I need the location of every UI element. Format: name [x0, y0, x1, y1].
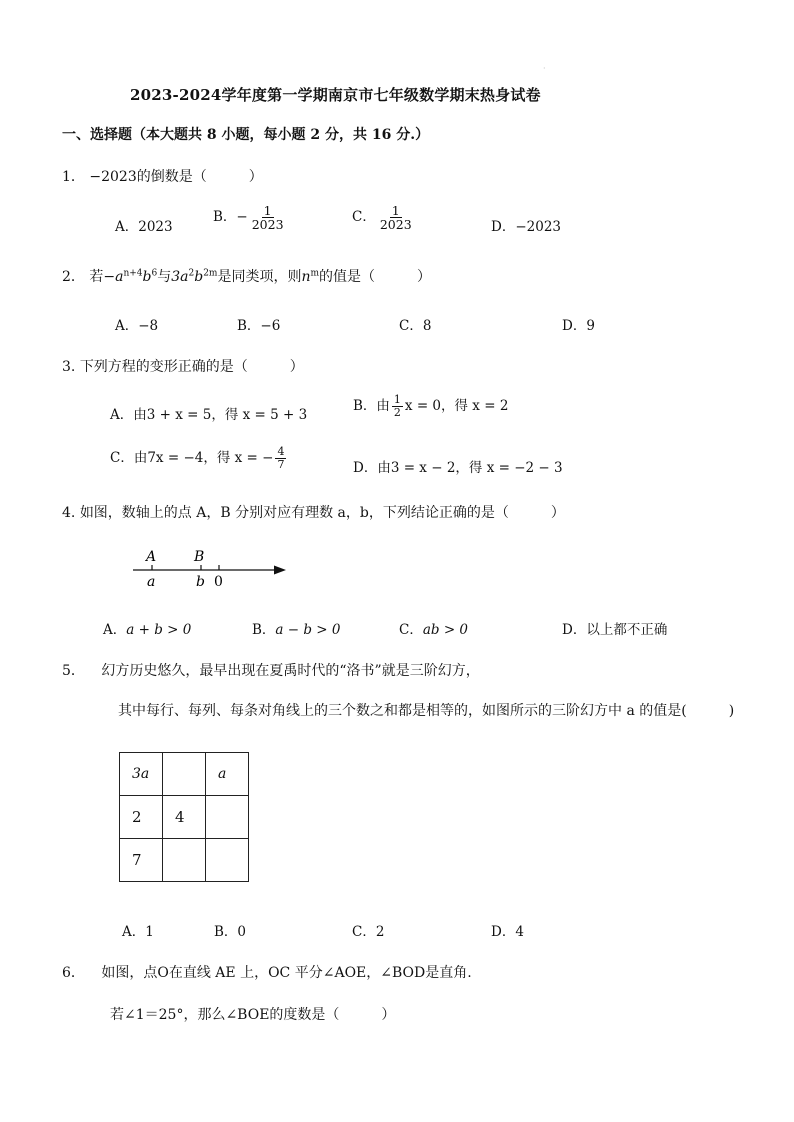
question-4	[62, 502, 565, 522]
option-label: C．	[399, 318, 423, 334]
option-text: −2023	[515, 219, 561, 235]
q5-option-a[interactable]	[122, 920, 154, 940]
option-label: B．	[353, 398, 377, 414]
q2-stem-mid2: 是同类项，则	[217, 269, 302, 285]
option-label: B．	[213, 209, 237, 226]
q2-term-1-exp: n+4	[123, 268, 143, 279]
grid-cell	[163, 839, 206, 882]
option-text: ab > 0	[422, 622, 469, 638]
denominator: 2	[393, 406, 401, 419]
q3-option-d[interactable]	[353, 456, 563, 476]
q2-option-c[interactable]	[399, 314, 431, 334]
number-line-figure	[128, 544, 298, 590]
option-text: 4	[515, 924, 524, 940]
option-label: A．	[122, 924, 146, 940]
tick-b-label: b	[196, 574, 205, 590]
option-text: 由3 + x = 5，得 x = 5 + 3	[133, 407, 308, 423]
grid-cell: 3a	[120, 753, 163, 796]
option-label: B．	[214, 924, 238, 940]
grid-cell	[206, 796, 249, 839]
q2-stem-prefix: 若	[89, 269, 104, 285]
option-label: D．	[562, 622, 587, 638]
option-label: A．	[103, 622, 127, 638]
q2-option-a[interactable]	[115, 314, 158, 334]
q2-term-2-b-exp: 2m	[203, 268, 218, 279]
q5-number: 5．	[62, 663, 85, 679]
q2-term-1-b: b	[142, 269, 152, 285]
section-header: 一、选择题（本大题共 8 小题，每小题 2 分，共 16 分.）	[62, 127, 430, 143]
option-text: a − b > 0	[275, 622, 341, 638]
option-text: 9	[586, 318, 595, 334]
option-label: B．	[252, 622, 276, 638]
option-label: D．	[491, 219, 516, 235]
q2-option-d[interactable]	[562, 314, 595, 334]
q5-option-b[interactable]	[214, 920, 246, 940]
q2-option-b[interactable]	[237, 314, 280, 334]
q4-option-d[interactable]	[562, 618, 667, 638]
q1-number: 1．	[62, 169, 85, 185]
option-label: D．	[562, 318, 587, 334]
denominator: 7	[277, 458, 285, 471]
q1-option-a[interactable]	[115, 215, 173, 235]
q5-option-c[interactable]	[352, 920, 384, 940]
option-label: C．	[399, 622, 423, 638]
q5-stem-line2: 其中每行、每列、每条对角线上的三个数之和都是相等的，如图所示的三阶幻方中 a 的值是( )	[118, 703, 735, 719]
question-6	[62, 962, 472, 982]
grid-cell: 2	[120, 796, 163, 839]
option-text: 2	[375, 924, 385, 940]
corner-mark: ·	[543, 64, 546, 73]
option-text: 由3 = x − 2，得 x = −2 − 3	[377, 460, 563, 476]
option-label: A．	[115, 318, 139, 334]
q2-term-2: 3a	[171, 269, 189, 285]
option-label: B．	[237, 318, 261, 334]
q2-term-2-exp: 2	[188, 268, 195, 279]
grid-cell	[206, 839, 249, 882]
question-1	[62, 166, 263, 186]
option-prefix: −	[236, 209, 248, 226]
q2-number: 2．	[62, 269, 85, 285]
q4-option-b[interactable]	[252, 618, 341, 638]
q3-option-a[interactable]	[110, 403, 307, 423]
page-title: 2023-2024学年度第一学期南京市七年级数学期末热身试卷	[130, 86, 541, 104]
q5-option-d[interactable]	[491, 920, 524, 940]
option-label: D．	[353, 460, 378, 476]
numerator: 1	[393, 393, 401, 407]
option-prefix: 由	[376, 398, 390, 414]
q3-option-b[interactable]	[353, 394, 508, 419]
option-label: D．	[491, 924, 516, 940]
question-5	[62, 660, 480, 680]
point-b-label: B	[194, 549, 205, 565]
option-label: C．	[110, 450, 134, 466]
q1-stem: −2023的倒数是（ ）	[89, 169, 263, 185]
option-label: C．	[352, 209, 376, 226]
q3-stem: 下列方程的变形正确的是（ ）	[79, 359, 304, 375]
number-line-arrow	[274, 566, 286, 575]
fraction	[378, 204, 414, 231]
option-label: A．	[110, 407, 134, 423]
option-text: 0	[237, 924, 247, 940]
q4-stem: 如图，数轴上的点 A，B 分别对应有理数 a，b，下列结论正确的是（ ）	[79, 505, 565, 521]
denominator: 2023	[251, 217, 284, 233]
grid-cell: 4	[163, 796, 206, 839]
q5-stem-line1: 幻方历史悠久，最早出现在夏禹时代的“洛书”就是三阶幻方，	[101, 663, 480, 679]
q4-option-a[interactable]	[103, 618, 191, 638]
point-a-label: A	[146, 549, 157, 565]
tick-zero-label: 0	[214, 574, 223, 590]
option-text: 由7x = −4，得 x = −	[133, 450, 274, 466]
magic-square-grid	[119, 752, 249, 882]
q2-term-3: n	[301, 269, 311, 285]
option-text: −6	[260, 318, 281, 334]
option-text: 2023	[138, 219, 173, 235]
q1-option-b[interactable]	[213, 204, 288, 231]
numerator: 1	[391, 203, 400, 218]
q2-stem-mid: 与	[157, 269, 172, 285]
q2-stem-suffix: 的值是（ ）	[319, 269, 432, 285]
fraction	[275, 446, 286, 470]
q2-term-2-b: b	[194, 269, 204, 285]
tick-a-label: a	[147, 574, 156, 590]
grid-cell: a	[206, 753, 249, 796]
option-text: −8	[138, 318, 159, 334]
q6-stem-line1: 如图，点O在直线 AE 上，OC 平分∠AOE，∠BOD是直角.	[101, 965, 472, 981]
question-3	[62, 356, 304, 376]
grid-cell: 7	[120, 839, 163, 882]
q4-number: 4.	[62, 505, 76, 521]
grid-cell	[163, 753, 206, 796]
q3-number: 3.	[62, 359, 76, 375]
option-label: C．	[352, 924, 376, 940]
option-text: a + b > 0	[126, 622, 192, 638]
fraction	[392, 394, 403, 418]
option-text: 以上都不正确	[586, 622, 668, 638]
q2-term-1-b-exp: 6	[151, 268, 158, 279]
q4-option-c[interactable]	[399, 618, 468, 638]
numerator: 4	[277, 445, 285, 459]
question-2	[62, 266, 431, 286]
option-label: A．	[115, 219, 139, 235]
q1-option-d[interactable]	[491, 215, 561, 235]
option-suffix: x = 0，得 x = 2	[404, 398, 509, 414]
q2-term-1: −a	[103, 269, 124, 285]
option-text: 1	[145, 924, 154, 940]
q1-option-c[interactable]	[352, 204, 416, 231]
q6-stem-line2: 若∠1＝25°，那么∠BOE的度数是（ ）	[110, 1007, 396, 1023]
numerator: 1	[263, 203, 272, 218]
denominator: 2023	[379, 217, 412, 233]
option-text: 8	[422, 318, 432, 334]
fraction	[250, 204, 286, 231]
q2-term-3-exp: m	[310, 268, 320, 279]
q6-number: 6．	[62, 965, 85, 981]
q3-option-c[interactable]	[110, 446, 288, 471]
